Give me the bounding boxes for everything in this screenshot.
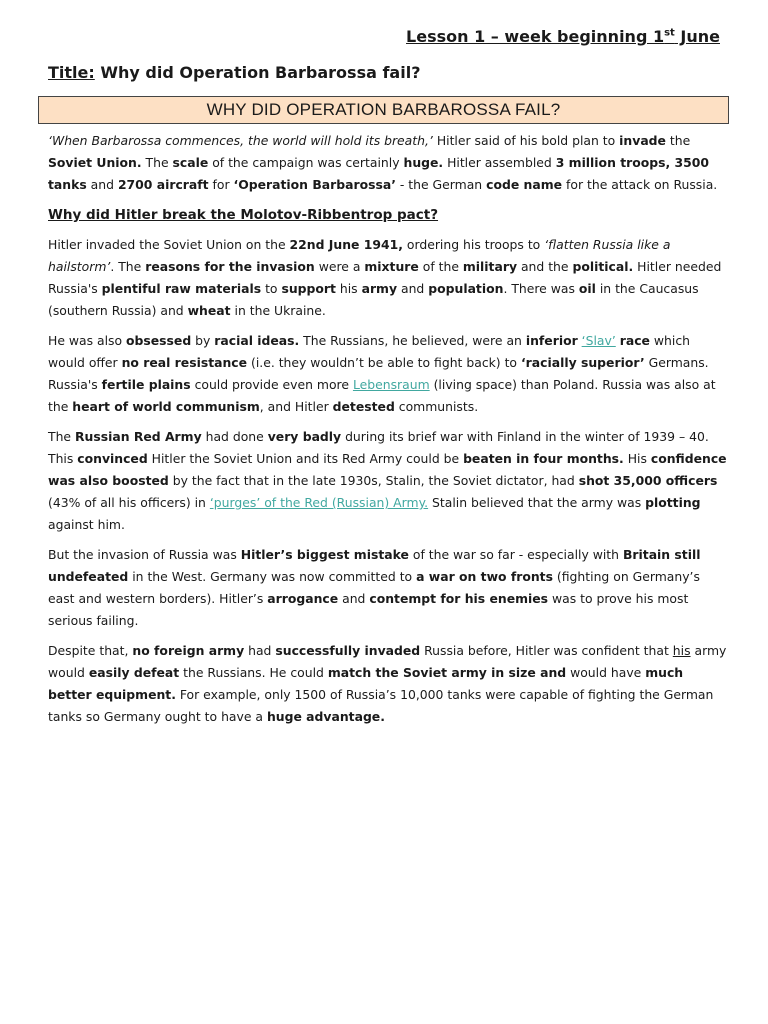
text: Hitler assembled: [443, 155, 556, 170]
text: had done: [201, 429, 268, 444]
bold-text: no real resistance: [121, 355, 248, 370]
underlined-text: his: [672, 643, 691, 658]
link-lebensraum[interactable]: Lebensraum: [352, 377, 430, 392]
text: (i.e. they wouldn’t be able to fight back) to: [247, 355, 521, 370]
text: . There was: [503, 281, 579, 296]
link-purges[interactable]: ‘purges’ of the Red (Russian) Army.: [209, 495, 429, 510]
bold-text: detested: [332, 399, 395, 414]
lesson-suffix: June: [674, 27, 720, 46]
text: Russia before, Hitler was confident that: [420, 643, 673, 658]
bold-text: no foreign army: [132, 643, 245, 658]
bold-text: 3 million troops, 3500 tanks: [48, 155, 710, 192]
text: in the West. Germany was now committed to: [128, 569, 417, 584]
quote: ‘When Barbarossa commences, the world will hold its breath,’: [48, 133, 433, 148]
bold-text: support: [281, 281, 336, 296]
bold-text: successfully invaded: [275, 643, 421, 658]
bold-text: Soviet Union.: [48, 155, 142, 170]
text: and the: [517, 259, 573, 274]
paragraph-red-army: [48, 426, 728, 536]
text: . The: [110, 259, 146, 274]
text: But the invasion of Russia was: [48, 547, 241, 562]
text: could provide even more: [190, 377, 353, 392]
bold-text: much better equipment.: [48, 665, 684, 702]
bold-text: confidence was also boosted: [48, 451, 727, 488]
text: were a: [314, 259, 365, 274]
paragraph-racial-ideas: [48, 330, 728, 418]
paragraph-reasons: [48, 234, 728, 322]
bold-text: huge advantage.: [266, 709, 385, 724]
text: army would: [48, 643, 727, 680]
text: the Russians. He could: [179, 665, 328, 680]
text: by: [191, 333, 215, 348]
body-text: [48, 130, 728, 736]
title-banner: WHY DID OPERATION BARBAROSSA FAIL?: [38, 96, 729, 124]
text: of the campaign was certainly: [208, 155, 404, 170]
text: He was also: [48, 333, 127, 348]
bold-text: racial ideas.: [214, 333, 300, 348]
bold-text: population: [428, 281, 504, 296]
bold-text: obsessed: [126, 333, 192, 348]
bold-text: heart of world communism: [72, 399, 260, 414]
bold-text: ‘racially superior’: [520, 355, 645, 370]
text: (43% of all his officers) in: [48, 495, 210, 510]
text: of the war so far - especially with: [408, 547, 623, 562]
quote: ‘flatten Russia like a hailstorm’: [48, 237, 671, 274]
bold-text: inferior: [525, 333, 578, 348]
bold-text: easily defeat: [88, 665, 180, 680]
bold-text: arrogance: [267, 591, 339, 606]
text: by the fact that in the late 1930s, Stalin, the Soviet dictator, had: [168, 473, 579, 488]
title-label: Title:: [48, 63, 95, 82]
bold-text: political.: [572, 259, 634, 274]
title-text: Why did Operation Barbarossa fail?: [94, 63, 421, 82]
lesson-prefix: Lesson 1 – week beginning 1: [406, 27, 665, 46]
bold-text: very badly: [267, 429, 342, 444]
paragraph-confidence: [48, 640, 728, 728]
bold-text: ‘Operation Barbarossa’: [233, 177, 396, 192]
text: Hitler invaded the Soviet Union on the: [48, 237, 290, 252]
bold-text: scale: [172, 155, 209, 170]
bold-text: shot 35,000 officers: [578, 473, 718, 488]
text: ordering his troops to: [402, 237, 545, 252]
text: in the Ukraine.: [230, 303, 326, 318]
bold-text: huge.: [403, 155, 444, 170]
bold-text: mixture: [364, 259, 419, 274]
text: , and Hitler: [259, 399, 333, 414]
bold-text: match the Soviet army in size and: [327, 665, 567, 680]
text: and: [338, 591, 370, 606]
bold-text: invade: [619, 133, 666, 148]
text: against him.: [48, 517, 125, 532]
paragraph-intro: [48, 130, 728, 196]
section-heading: Why did Hitler break the Molotov-Ribbentrop pact?: [48, 207, 439, 223]
text: had: [244, 643, 276, 658]
text: to: [261, 281, 282, 296]
bold-text: plentiful raw materials: [101, 281, 262, 296]
text: during its brief war with Finland in the winter of 1939 – 40. This: [48, 429, 709, 466]
text: of the: [418, 259, 463, 274]
bold-text: Hitler’s biggest mistake: [240, 547, 409, 562]
bold-text: beaten in four months.: [463, 451, 624, 466]
bold-text: reasons for the invasion: [145, 259, 315, 274]
text: communists.: [394, 399, 479, 414]
text: (living space) than Poland. Russia was also at the: [48, 377, 716, 414]
text: Stalin believed that the army was: [428, 495, 646, 510]
lesson-header: [406, 27, 720, 46]
text: Hitler the Soviet Union and its Red Army could be: [147, 451, 464, 466]
text: the: [665, 133, 691, 148]
bold-text: Britain still undefeated: [48, 547, 701, 584]
bold-text: a war on two fronts: [416, 569, 553, 584]
link-slav[interactable]: ‘Slav’: [581, 333, 616, 348]
bold-text: race: [619, 333, 650, 348]
text: (fighting on Germany’s east and western borders). Hitler’s: [48, 569, 700, 606]
bold-text: 2700 aircraft: [117, 177, 209, 192]
text: The: [141, 155, 173, 170]
bold-text: wheat: [187, 303, 231, 318]
bold-text: plotting: [645, 495, 701, 510]
paragraph-biggest-mistake: [48, 544, 728, 632]
lesson-sup: st: [664, 27, 675, 39]
text: His: [623, 451, 651, 466]
text: for: [208, 177, 234, 192]
bold-text: 22nd June 1941,: [289, 237, 403, 252]
text: The: [48, 429, 75, 444]
bold-text: fertile plains: [101, 377, 191, 392]
text: would have: [566, 665, 646, 680]
text: his: [335, 281, 362, 296]
page-title: [48, 63, 420, 82]
text: for the attack on Russia.: [562, 177, 718, 192]
text: Hitler said of his bold plan to: [432, 133, 620, 148]
text: and: [86, 177, 118, 192]
bold-text: Russian Red Army: [74, 429, 202, 444]
text: - the German: [395, 177, 487, 192]
bold-text: convinced: [77, 451, 148, 466]
text: Hitler needed Russia's: [48, 259, 722, 296]
text: For example, only 1500 of Russia’s 10,000 tanks were capable of fighting the German tanks so Germany ought to have a: [48, 687, 714, 724]
text: The Russians, he believed, were an: [299, 333, 526, 348]
bold-text: oil: [578, 281, 596, 296]
bold-text: code name: [486, 177, 563, 192]
text: Despite that,: [48, 643, 133, 658]
text: which would offer: [48, 333, 690, 370]
bold-text: military: [462, 259, 518, 274]
text: Germans. Russia's: [48, 355, 709, 392]
text: in the Caucasus (southern Russia) and: [48, 281, 699, 318]
text: and: [397, 281, 429, 296]
bold-text: contempt for his enemies: [369, 591, 549, 606]
bold-text: army: [361, 281, 398, 296]
text: was to prove his most serious failing.: [48, 591, 689, 628]
